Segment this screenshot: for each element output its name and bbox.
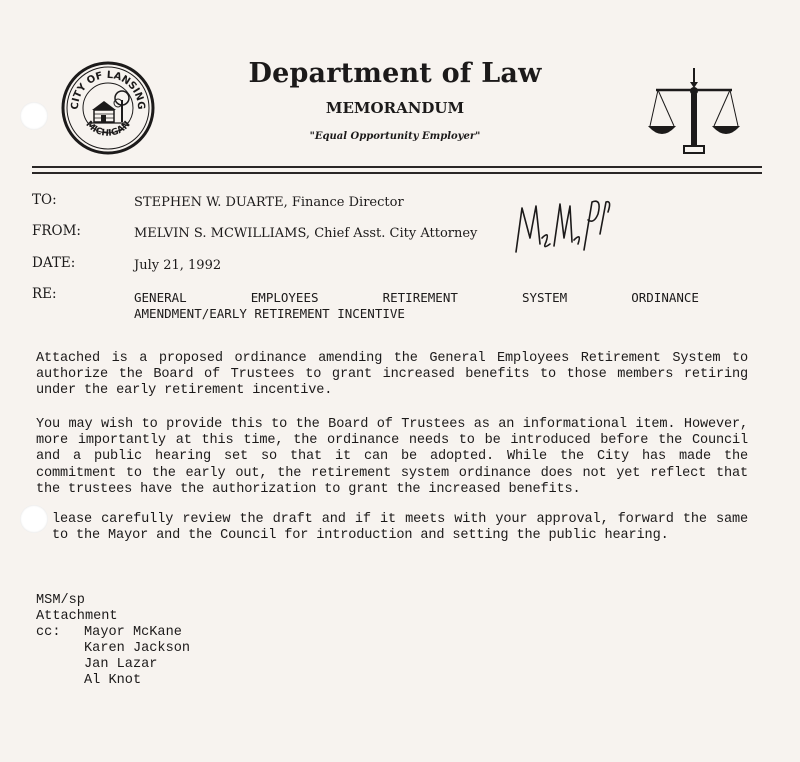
city-seal-icon — [60, 60, 156, 156]
from-value: MELVIN S. MCWILLIAMS, Chief Asst. City Attorney — [134, 226, 478, 241]
tagline: "Equal Opportunity Employer" — [309, 131, 481, 142]
seal-bottom-text: MICHIGAN — [83, 119, 133, 139]
typist-initials: MSM/sp — [36, 593, 85, 608]
cc-recipient: Al Knot — [84, 673, 142, 688]
memo-footer — [36, 593, 190, 689]
re-word: GENERAL — [134, 290, 187, 305]
cc-list — [84, 625, 190, 689]
scales-of-justice-icon — [644, 64, 744, 159]
body-paragraph-1: Attached is a proposed ordinance amending the General Employees Retirement System to authorize the Board of Trustees to grant increased benefits to those members retiring under the early retirement incentive. — [36, 351, 748, 399]
date-label: DATE: — [32, 255, 76, 271]
body-paragraph-3: lease carefully review the draft and if it meets with your approval, forward the same to the Mayor and the Council for introduction and setting the public hearing. — [52, 512, 748, 544]
re-value — [134, 290, 699, 322]
re-word: EMPLOYEES — [250, 290, 319, 305]
attachment-note: Attachment — [36, 609, 118, 624]
department-title: Department of Law — [248, 58, 542, 89]
header-divider — [32, 166, 762, 168]
punch-hole — [20, 102, 48, 130]
date-value: July 21, 1992 — [134, 258, 222, 273]
re-line-1 — [134, 290, 699, 306]
cc-recipient: Karen Jackson — [84, 641, 191, 656]
body-paragraph-2: You may wish to provide this to the Board of Trustees as an informational item. However, more importantly at this time, the ordinance needs to be introduced before the Council and a public hearing set so that it can be adopted. While the City has made the commitment to the early out, the retirement system ordinance does not yet reflect that the trustees have the authorization to grant the increased benefits. — [36, 417, 748, 497]
from-label: FROM: — [32, 223, 81, 239]
re-label: RE: — [32, 286, 57, 302]
re-word: ORDINANCE — [631, 290, 699, 305]
memo-title: MEMORANDUM — [325, 99, 465, 117]
re-line-2: AMENDMENT/EARLY RETIREMENT INCENTIVE — [134, 306, 405, 321]
cc-label: cc: — [36, 625, 61, 640]
re-word: SYSTEM — [521, 290, 568, 305]
header-divider — [32, 172, 762, 174]
cc-recipient: Jan Lazar — [84, 657, 158, 672]
re-word: RETIREMENT — [382, 290, 458, 305]
to-label: TO: — [32, 192, 57, 208]
svg-text:CITY OF LANSING — [70, 70, 146, 110]
cc-recipient: Mayor McKane — [84, 625, 182, 640]
to-value: STEPHEN W. DUARTE, Finance Director — [134, 195, 404, 210]
seal-top-text: CITY OF LANSING — [69, 69, 147, 110]
handwritten-initials-signature — [512, 194, 612, 260]
cc-block — [36, 625, 190, 689]
